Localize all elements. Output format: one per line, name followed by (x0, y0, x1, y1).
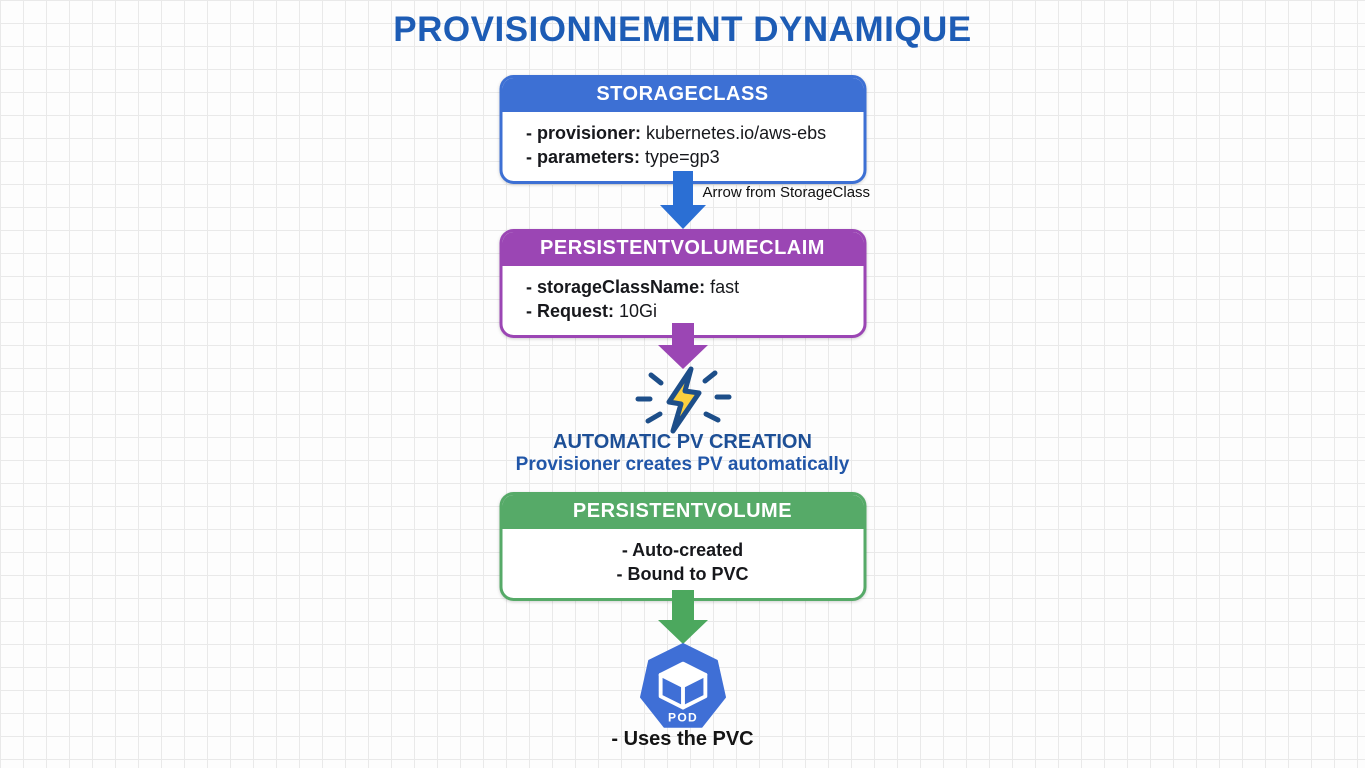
pod-icon-label: POD (667, 710, 698, 725)
pod-caption: - Uses the PVC (611, 728, 754, 750)
arrow-label: Arrow from StorageClass (702, 184, 871, 201)
pv-line-autocreated: - Auto-created (621, 540, 744, 560)
pvc-header: PERSISTENTVOLUMECLAIM (502, 232, 863, 266)
pv-line-bound: - Bound to PVC (616, 564, 749, 585)
pvc-line-request: - Request: 10Gi (526, 301, 658, 322)
pvc-node (499, 229, 866, 338)
arrow-pvc-to-creation (657, 323, 709, 369)
storageclass-line-parameters: - parameters: type=gp3 (526, 147, 720, 168)
storageclass-header: STORAGECLASS (502, 78, 863, 112)
pv-node (499, 492, 866, 601)
automatic-pv-creation-title: AUTOMATIC PV CREATION (553, 431, 812, 453)
lightning-bolt-icon (631, 366, 735, 434)
pvc-line-storageclassname: - storageClassName: fast (526, 277, 740, 297)
storageclass-line-provisioner: - provisioner: kubernetes.io/aws-ebs (526, 123, 827, 143)
arrow-pv-to-pod (657, 590, 709, 644)
arrow-storageclass-to-pvc (659, 171, 707, 229)
pv-header: PERSISTENTVOLUME (502, 495, 863, 529)
page-title: PROVISIONNEMENT DYNAMIQUE (393, 10, 972, 49)
storageclass-node (499, 75, 866, 184)
kubernetes-pod-icon (640, 643, 726, 729)
automatic-pv-creation-subtitle: Provisioner creates PV automatically (515, 454, 850, 475)
pv-body (502, 529, 863, 598)
